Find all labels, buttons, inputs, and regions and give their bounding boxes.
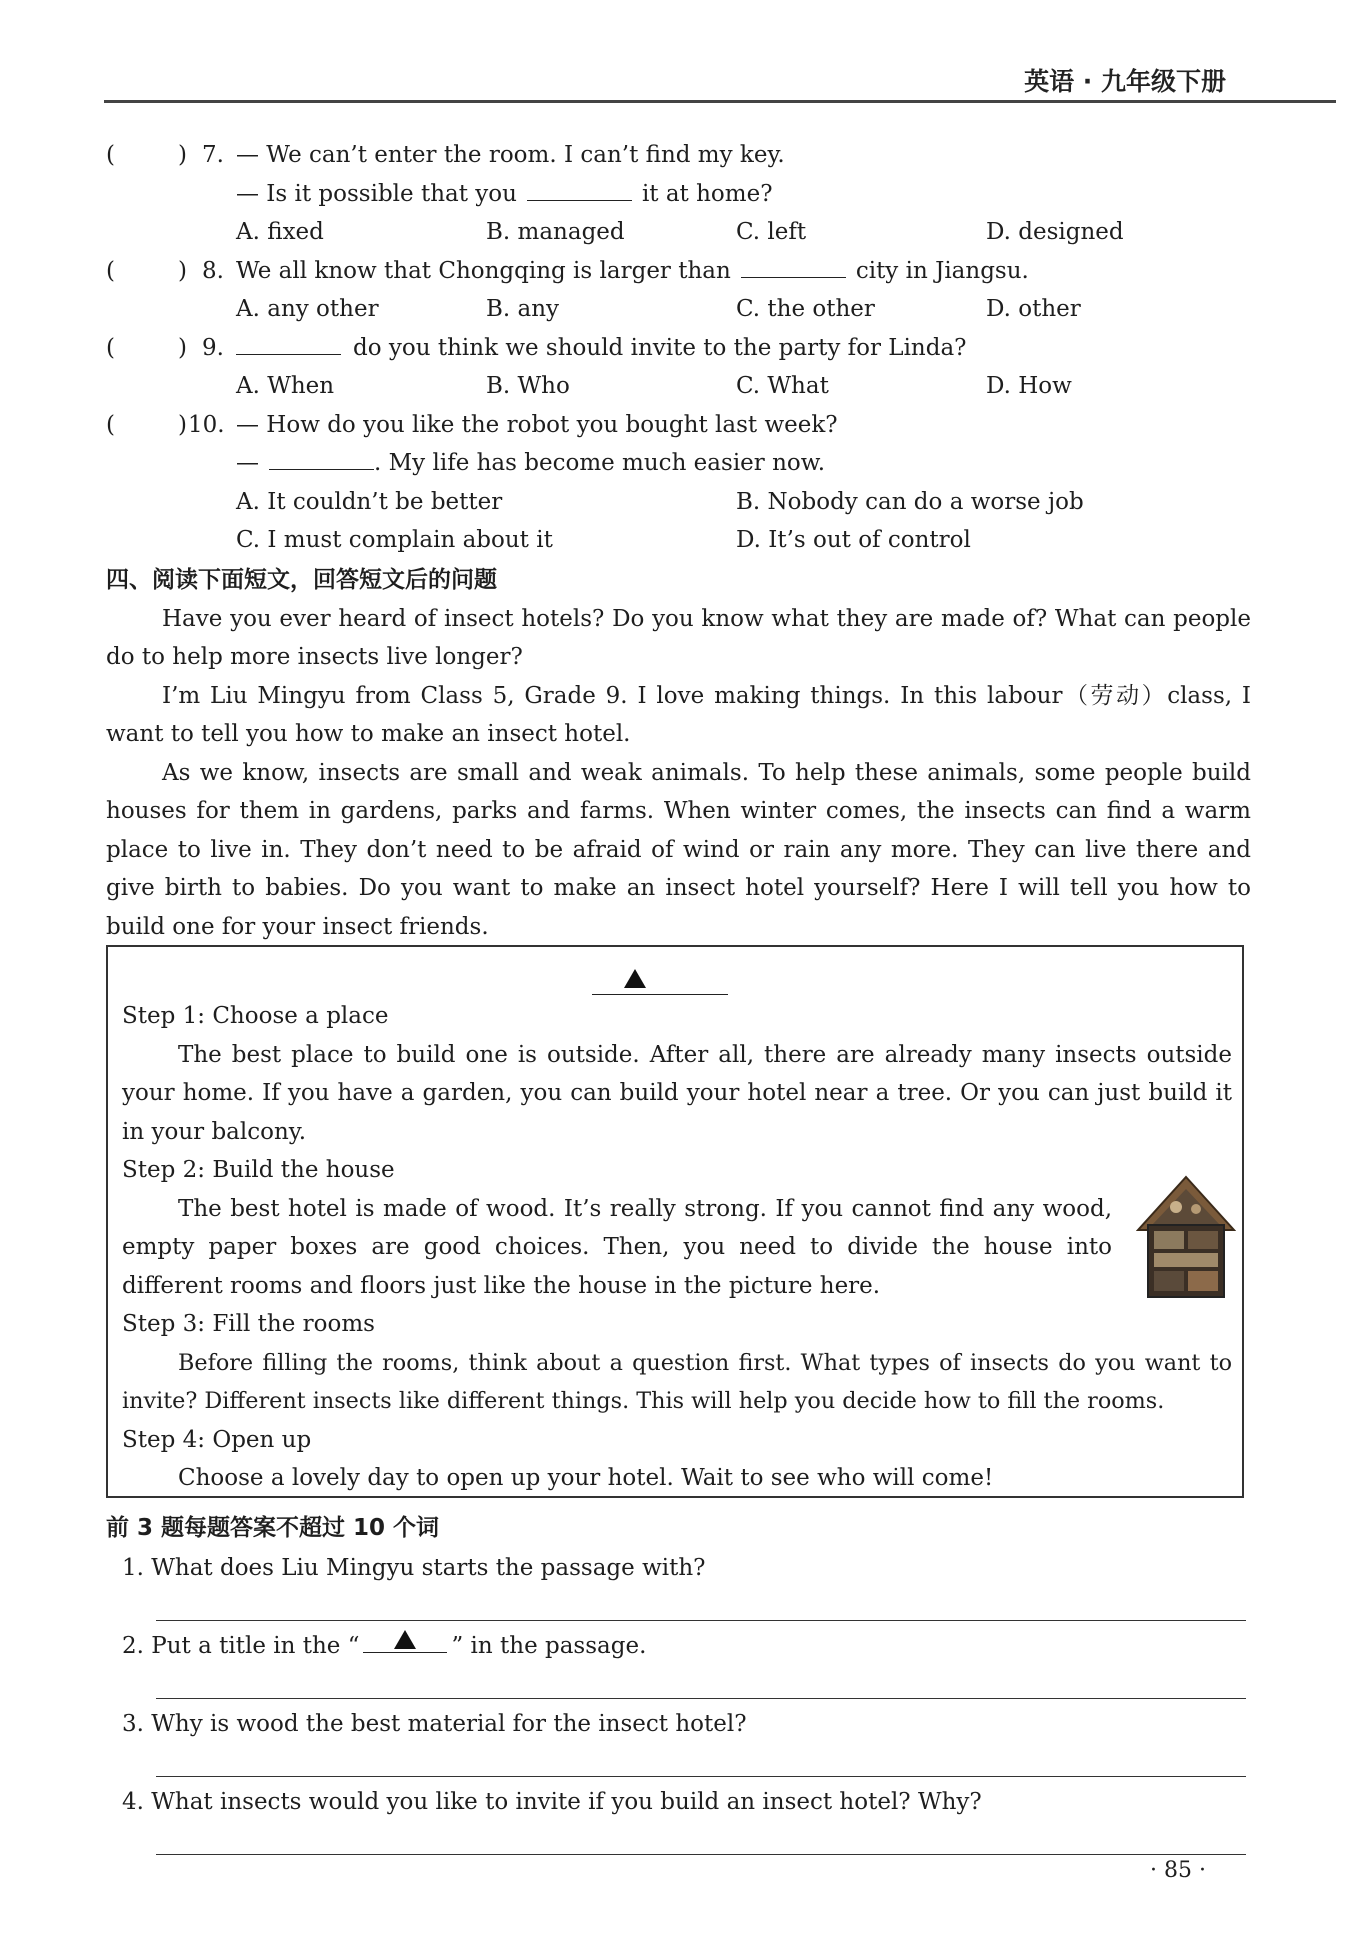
text-segment: it at home?	[641, 180, 773, 207]
multiple-choice-section	[106, 136, 1251, 946]
short-question-3	[106, 1704, 1246, 1782]
answer-paren-close: )	[178, 411, 187, 438]
answer-paren-open[interactable]: (	[106, 334, 115, 361]
question-9	[106, 329, 1251, 368]
question-number: 10.	[188, 411, 225, 438]
option-a: A. It couldn’t be better	[236, 488, 503, 515]
answer-line[interactable]	[156, 1698, 1246, 1699]
option-b: B. Who	[486, 373, 570, 399]
answer-blank[interactable]	[269, 445, 374, 470]
answer-paren-close: )	[178, 142, 187, 168]
answer-paren-close: )	[178, 257, 187, 284]
answer-blank[interactable]	[527, 176, 632, 201]
option-d: D. other	[986, 296, 1081, 322]
answer-line[interactable]	[156, 1620, 1246, 1621]
question-10-line-2	[106, 444, 1251, 483]
question-number: 8.	[202, 257, 224, 284]
question-10-options-cd	[106, 521, 1251, 560]
passage-paragraph: Have you ever heard of insect hotels? Do you know what they are made of? What can people do to help more insects live longer?	[106, 605, 1251, 670]
page-number: · 85 ·	[1150, 1858, 1206, 1883]
answer-line[interactable]	[156, 1854, 1246, 1855]
question-10	[106, 406, 1251, 445]
option-b: B. Nobody can do a worse job	[736, 488, 1084, 515]
step-2-title: Step 2: Build the house	[122, 1157, 395, 1183]
option-c: C. What	[736, 373, 829, 399]
question-9-options	[106, 367, 1251, 406]
passage-paragraph: As we know, insects are small and weak animals. To help these animals, some people build houses for them in gardens, parks and farms. When winter comes, the insects can find a warm place to live in. They don’t need to be afraid of wind or rain any more. They can live there and give birth to babies. Do you want to make an insect hotel yourself? Here I will tell you how to build one for your insect friends.	[106, 759, 1251, 940]
section-title: 四、阅读下面短文，回答短文后的问题	[106, 566, 497, 593]
title-placeholder[interactable]	[122, 957, 1232, 997]
triangle-icon	[624, 969, 646, 988]
option-b: B. any	[486, 296, 560, 322]
text-segment: — Is it possible that you	[236, 180, 517, 207]
short-answer-section	[106, 1508, 1246, 1860]
step-3-title: Step 3: Fill the rooms	[122, 1311, 375, 1337]
steps-content	[122, 957, 1232, 1498]
text-segment: city in Jiangsu.	[855, 257, 1029, 284]
insect-hotel-image	[1136, 1175, 1236, 1300]
short-question-1	[106, 1548, 1246, 1626]
question-7-line-2	[106, 175, 1251, 214]
question-text	[236, 329, 967, 368]
question-text	[236, 444, 825, 483]
option-d: D. How	[986, 373, 1072, 399]
passage-paragraph: I’m Liu Mingyu from Class 5, Grade 9. I love making things. In this labour（劳动）class, I want to tell you how to make an insect hotel.	[106, 682, 1251, 747]
option-d: D. designed	[986, 219, 1124, 245]
step-4-title: Step 4: Open up	[122, 1426, 312, 1453]
option-a: A. any other	[236, 296, 379, 322]
option-b: B. managed	[486, 219, 625, 245]
answer-blank[interactable]	[236, 330, 341, 355]
step-1-title: Step 1: Choose a place	[122, 1003, 389, 1029]
question-8-options	[106, 290, 1251, 329]
title-blank-line	[592, 994, 728, 995]
answer-paren-close: )	[178, 334, 187, 361]
question-text	[236, 175, 773, 214]
answer-line[interactable]	[156, 1776, 1246, 1777]
step-2-text: The best hotel is made of wood. It’s really strong. If you cannot find any wood, empty paper boxes are good choices. Then, you need to divide the house into different rooms and floors just like the house in the picture here.	[122, 1195, 1112, 1299]
question-7-options	[106, 213, 1251, 252]
text-segment: ” in the passage.	[451, 1633, 647, 1659]
step-4-text: Choose a lovely day to open up your hotel. Wait to see who will come!	[178, 1465, 994, 1491]
book-title: 英语 · 九年级下册	[1024, 67, 1226, 96]
step-3-text: Before filling the rooms, think about a question first. What types of insects do you want to invite? Different insects like different things. This will help you decide how to fill the rooms.	[122, 1349, 1232, 1414]
step-1-text: The best place to build one is outside. After all, there are already many insects outside your home. If you have a garden, you can build your hotel near a tree. Or you can just build it in your balcony.	[122, 1041, 1232, 1145]
question-number: 9.	[202, 334, 224, 361]
question-10-options-ab	[106, 483, 1251, 522]
question-7	[106, 136, 1251, 175]
answer-paren-open[interactable]: (	[106, 142, 115, 168]
question-text	[236, 252, 1029, 291]
question-8	[106, 252, 1251, 291]
option-a: A. fixed	[236, 219, 324, 245]
short-question-2	[106, 1626, 1246, 1704]
answer-paren-open[interactable]: (	[106, 411, 115, 438]
question-text: 4. What insects would you like to invite if you build an insect hotel? Why?	[122, 1789, 982, 1815]
question-number: 7.	[202, 142, 224, 168]
short-question-4	[106, 1782, 1246, 1860]
question-text	[122, 1626, 646, 1666]
option-a: A. When	[236, 373, 335, 399]
text-segment: do you think we should invite to the party for Linda?	[353, 334, 967, 361]
answer-blank[interactable]	[741, 253, 846, 278]
instructions: 前 3 题每题答案不超过 10 个词	[106, 1515, 440, 1541]
question-text: — How do you like the robot you bought last week?	[236, 411, 838, 438]
steps-box	[106, 945, 1244, 1498]
text-segment: . My life has become much easier now.	[374, 450, 826, 476]
text-segment: 2. Put a title in the “	[122, 1633, 360, 1659]
option-c: C. I must complain about it	[236, 527, 553, 553]
triangle-icon	[363, 1626, 447, 1653]
page-header	[104, 60, 1336, 103]
question-text: — We can’t enter the room. I can’t find my key.	[236, 142, 785, 168]
option-d: D. It’s out of control	[736, 527, 971, 553]
answer-paren-open[interactable]: (	[106, 257, 115, 284]
option-c: C. left	[736, 219, 807, 245]
option-c: C. the other	[736, 296, 875, 322]
question-text: 1. What does Liu Mingyu starts the passage with?	[122, 1555, 706, 1581]
text-segment: —	[236, 450, 259, 476]
text-segment: We all know that Chongqing is larger than	[236, 257, 731, 284]
question-text: 3. Why is wood the best material for the insect hotel?	[122, 1711, 747, 1737]
